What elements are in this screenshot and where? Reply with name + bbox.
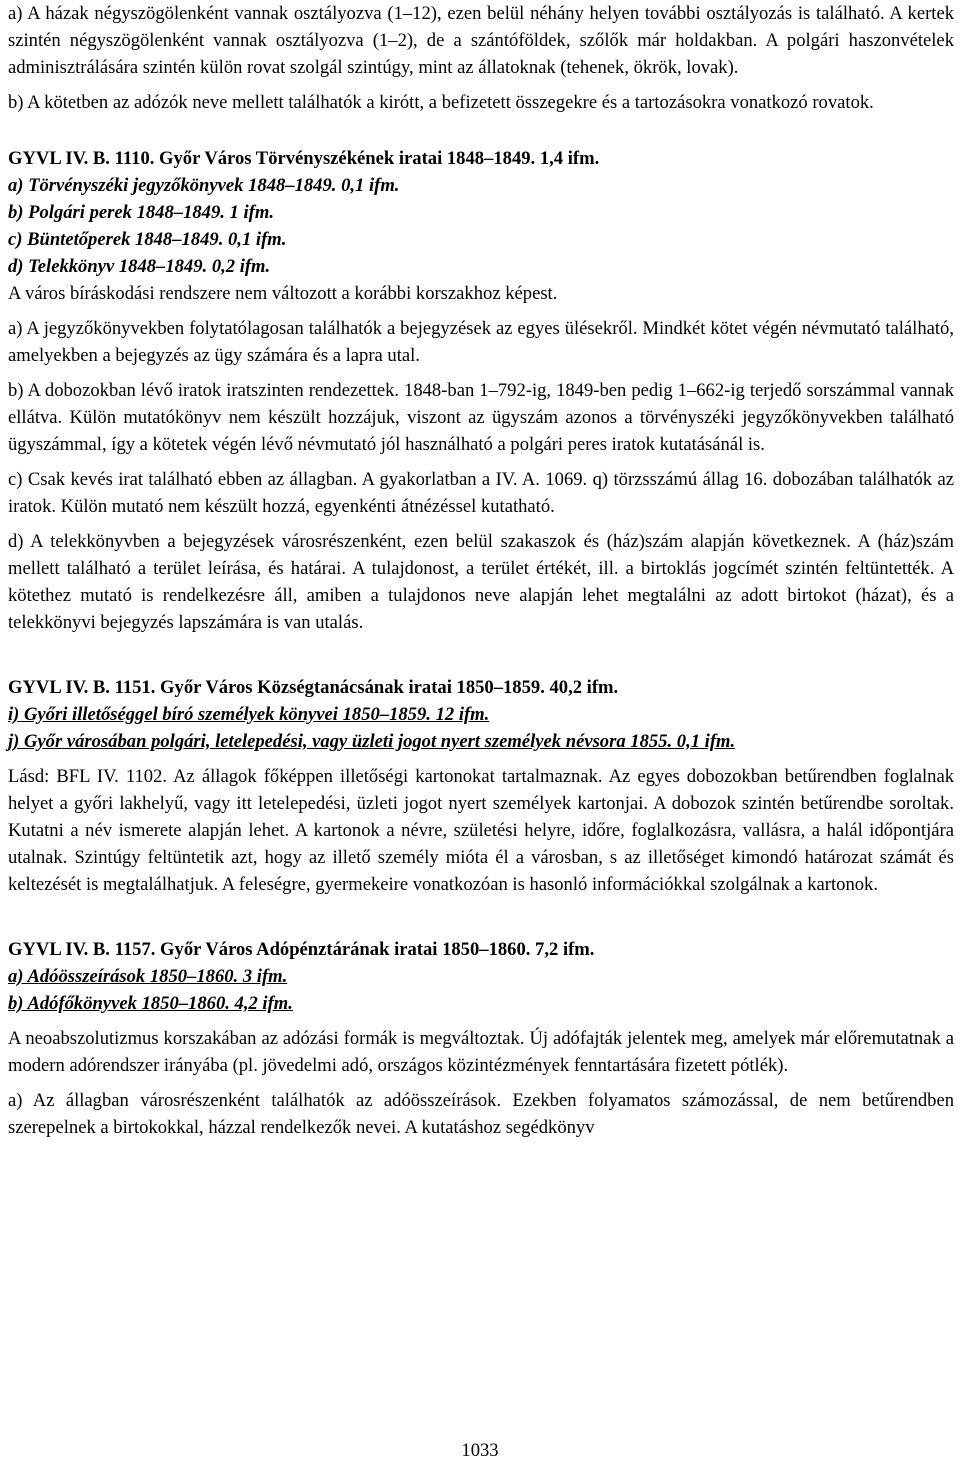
subseries-i: i) Győri illetőséggel bíró személyek könyvei 1850–1859. 12 ifm. — [8, 704, 490, 725]
paragraph-b: b) A dobozokban lévő iratok iratszinten rendezettek. 1848-ban 1–792-ig, 1849-ben pedig 1–662-ig terjedő sorszámmal vannak ellátva. Külön mutatókönyv nem készült hozzájuk, viszont az ügyszám azonos a törvényszéki jegyzőkönyvekben található ügyszámmal, így a kötetek végén lévő névmutató jól használható a polgári peres iratok kutatásánál is. — [8, 380, 954, 455]
subseries-b: b) Adófőkönyvek 1850–1860. 4,2 ifm. — [8, 993, 293, 1014]
paragraph-c: c) Csak kevés irat található ebben az állagban. A gyakorlatban a IV. A. 1069. q) törzsszámú állag 16. dobozában találhatók az iratok. Külön mutató nem készült hozzá, egyenkénti átnézéssel kutatható. — [8, 469, 954, 517]
section-1157 — [8, 936, 954, 1141]
subseries-b: b) Polgári perek 1848–1849. 1 ifm. — [8, 202, 274, 223]
intro-paragraph: A város bíráskodási rendszere nem változott a korábbi korszakhoz képest. — [8, 283, 558, 304]
subseries-d: d) Telekkönyv 1848–1849. 0,2 ifm. — [8, 256, 271, 277]
paragraph-volume-columns: b) A kötetben az adózók neve mellett találhatók a kirótt, a befizetett összegekre és a tartozásokra vonatkozó rovatok. — [8, 92, 874, 113]
subseries-a: a) Törvényszéki jegyzőkönyvek 1848–1849. 0,1 ifm. — [8, 175, 400, 196]
paragraph-houses: a) A házak négyszögölenként vannak osztályozva (1–12), ezen belül néhány helyen további osztályozás is található. A kertek szintén négyszögölenként vannak osztályozva (1–2), de a szántóföldek, szőlők már holdakban. A polgári haszonvételek adminisztrálására szintén külön rovat szolgál szintúgy, mint az állatoknak (tehenek, ökrök, lovak). — [8, 3, 954, 78]
intro-paragraph: A neoabszolutizmus korszakában az adózási formák is megváltoztak. Új adófajták jelentek meg, amelyek már előremutatnak a modern adórendszer irányába (pl. jövedelmi adó, országos közintézmények fenntartására fizetett pótlék). — [8, 1028, 954, 1076]
section-1110 — [8, 145, 954, 636]
section-1151 — [8, 674, 954, 898]
document-page — [8, 0, 954, 1141]
page-number: 1033 — [461, 1440, 499, 1461]
section-heading-1110: GYVL IV. B. 1110. Győr Város Törvényszékének iratai 1848–1849. 1,4 ifm. — [8, 148, 600, 169]
paragraph-d: d) A telekkönyvben a bejegyzések városrészenként, ezen belül szakaszok és (ház)szám alapján következnek. A (ház)szám mellett található a terület leírása, és határai. A tulajdonost, a terület értékét, ill. a birtoklás jogcímét szintén feltüntették. A kötethez mutató is rendelkezésre áll, amiben a tulajdonos neve alapján lehet megtalálni az adott birtokot (házat), és a telekkönyvi bejegyzés lapszámára is van utalás. — [8, 531, 954, 633]
section-heading-1151: GYVL IV. B. 1151. Győr Város Községtanácsának iratai 1850–1859. 40,2 ifm. — [8, 677, 619, 698]
body-paragraph: Lásd: BFL IV. 1102. Az állagok főképpen illetőségi kartonokat tartalmaznak. Az egyes dobozokban betűrendben foglalnak helyet a győri lakhelyű, vagy itt letelepedési, üzleti jogot nyert személyek kartonjai. A dobozok szintén betűrendbe soroltak. Kutatni a név ismerete alapján lehet. A kartonok a névre, születési helyre, időre, foglalkozásra, vallásra, a halál időpontjára utalnak. Szintúgy feltüntetik azt, hogy az illető személy mióta él a városban, s az illetőséget kimondó határozat számát és keltezését is megtalálhatjuk. A feleségre, gyermekeire vonatkozóan is hasonló információkkal szolgálnak a kartonok. — [8, 766, 954, 895]
subseries-j: j) Győr városában polgári, letelepedési, vagy üzleti jogot nyert személyek névsora 1855. 0,1 ifm. — [8, 731, 736, 752]
paragraph-a: a) Az állagban városrészenként találhatók az adóösszeírások. Ezekben folyamatos számozással, de nem betűrendben szerepelnek a birtokokkal, házzal rendelkezők nevei. A kutatáshoz segédkönyv — [8, 1090, 954, 1138]
subseries-c: c) Büntetőperek 1848–1849. 0,1 ifm. — [8, 229, 287, 250]
section-heading-1157: GYVL IV. B. 1157. Győr Város Adópénztárának iratai 1850–1860. 7,2 ifm. — [8, 939, 595, 960]
paragraph-a: a) A jegyzőkönyvekben folytatólagosan találhatók a bejegyzések az egyes ülésekről. Mindkét kötet végén névmutató található, amelyekben a bejegyzés az ügy számára és a lapra utal. — [8, 318, 954, 366]
subseries-a: a) Adóösszeírások 1850–1860. 3 ifm. — [8, 966, 288, 987]
